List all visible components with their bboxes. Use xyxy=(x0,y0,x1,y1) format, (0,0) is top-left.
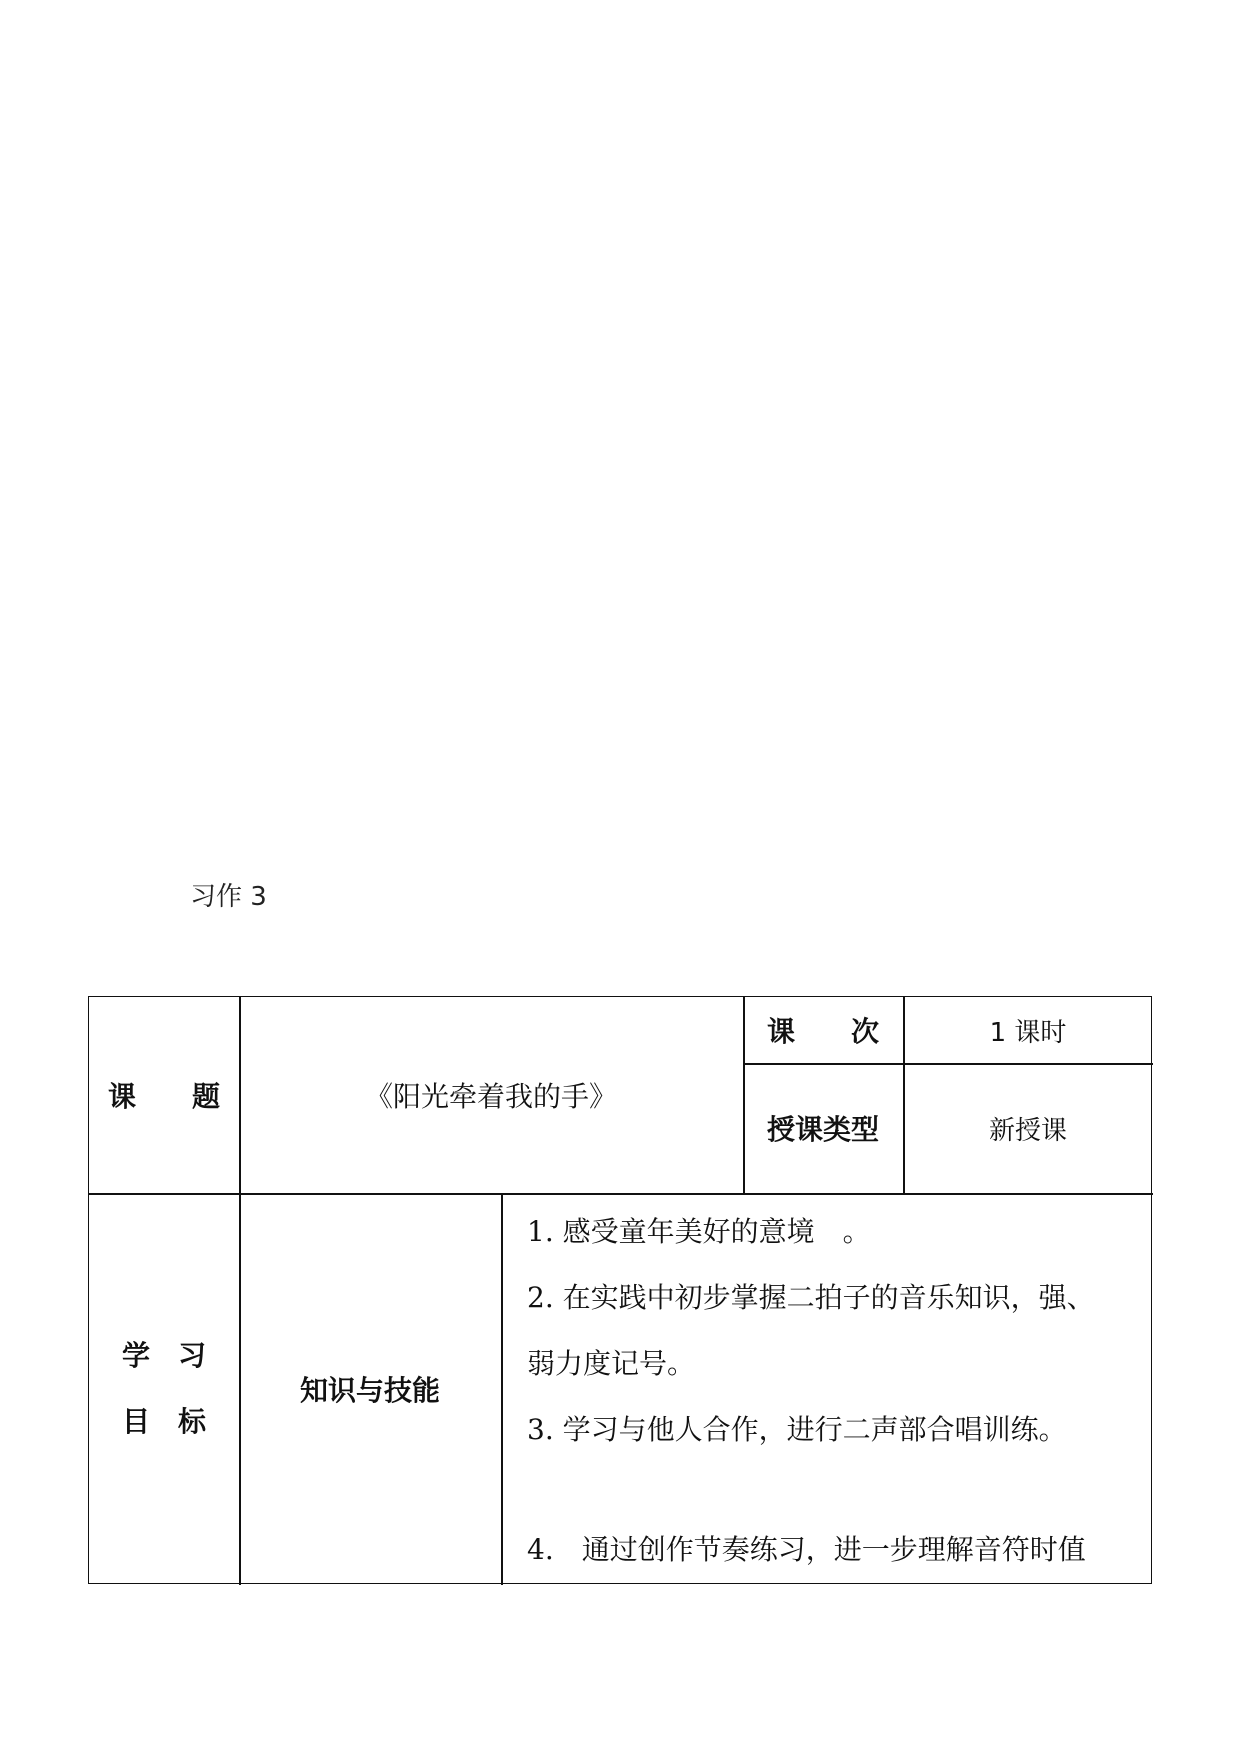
objective-item-empty xyxy=(527,1463,1137,1517)
class-type-value: 新授课 xyxy=(988,1115,1067,1146)
learning-goals-label xyxy=(89,1193,239,1585)
lesson-plan-table xyxy=(88,996,1152,1584)
objective-item: 弱力度记号。 xyxy=(527,1347,696,1380)
learning-goals-label-line1: 学 习 xyxy=(121,1339,206,1372)
class-type-label: 授课类型 xyxy=(766,1113,879,1146)
session-label: 课 次 xyxy=(766,1015,879,1048)
topic-value: 《阳光牵着我的手》 xyxy=(364,1080,617,1113)
objective-item: 3. 学习与他人合作，进行二声部合唱训练。 xyxy=(527,1413,1067,1446)
table-divider xyxy=(501,1193,503,1585)
knowledge-skills-label: 知识与技能 xyxy=(299,1374,440,1407)
topic-label: 课 题 xyxy=(107,1080,220,1113)
learning-goals-label-line2: 目 标 xyxy=(121,1405,206,1438)
session-value: 1 课时 xyxy=(989,1017,1067,1048)
objectives-list xyxy=(513,1193,1153,1585)
objective-item: 1. 感受童年美好的意境 。 xyxy=(527,1215,871,1248)
section-heading: 习作 3 xyxy=(190,882,267,912)
objective-item: 4. 通过创作节奏练习，进一步理解音符时值 xyxy=(527,1533,1086,1566)
objective-item: 2. 在实践中初步掌握二拍子的音乐知识，强、 xyxy=(527,1281,1095,1314)
